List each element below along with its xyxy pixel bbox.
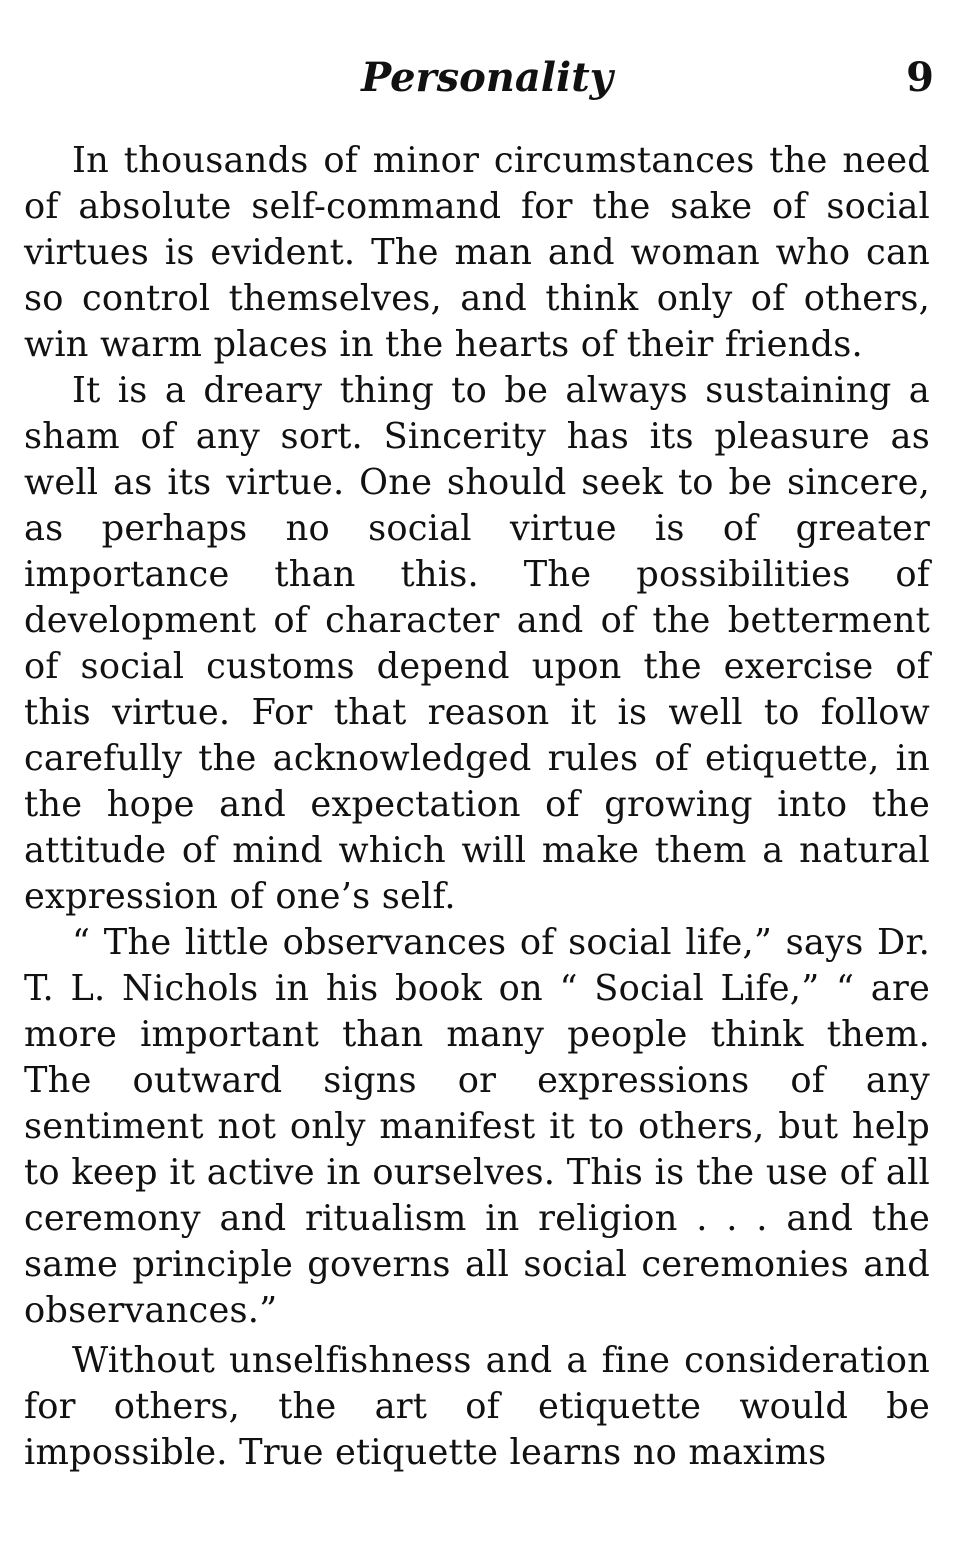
book-page bbox=[24, 0, 934, 1551]
paragraph-4: Without unselfishness and a fine consideration for others, the art of etiquette would be impossible. True etiquette learns no maxims bbox=[24, 1340, 930, 1473]
paragraph-2: It is a dreary thing to be always sustaining a sham of any sort. Sincerity has its pleasure as well as its virtue. One should seek to be sincere, as perhaps no social virtue is of greater importance than this. The possibilities of development of character and of the betterment of social customs depend upon the exercise of this virtue. For that reason it is well to follow carefully the acknowledged rules of etiquette, in the hope and expectation of growing into the attitude of mind which will make them a natural expression of one’s self. bbox=[24, 370, 930, 917]
page-number: 9 bbox=[906, 54, 934, 101]
running-title: Personality bbox=[361, 54, 613, 101]
paragraph-1: In thousands of minor circumstances the need of absolute self-command for the sake of social virtues is evident. The man and woman who can so control themselves, and think only of others, win warm places in the hearts of their friends. bbox=[24, 140, 930, 365]
paragraph-3: “ The little observances of social life,” says Dr. T. L. Nichols in his book on “ Social Life,” “ are more important than many people think them. The outward signs or expressions of any sentiment not only manifest it to others, but help to keep it active in ourselves. This is the use of all ceremony and ritualism in religion . . . and the same principle governs all social ceremonies and observances.” bbox=[24, 922, 930, 1331]
page-header bbox=[24, 52, 934, 112]
body-text bbox=[24, 138, 930, 1476]
